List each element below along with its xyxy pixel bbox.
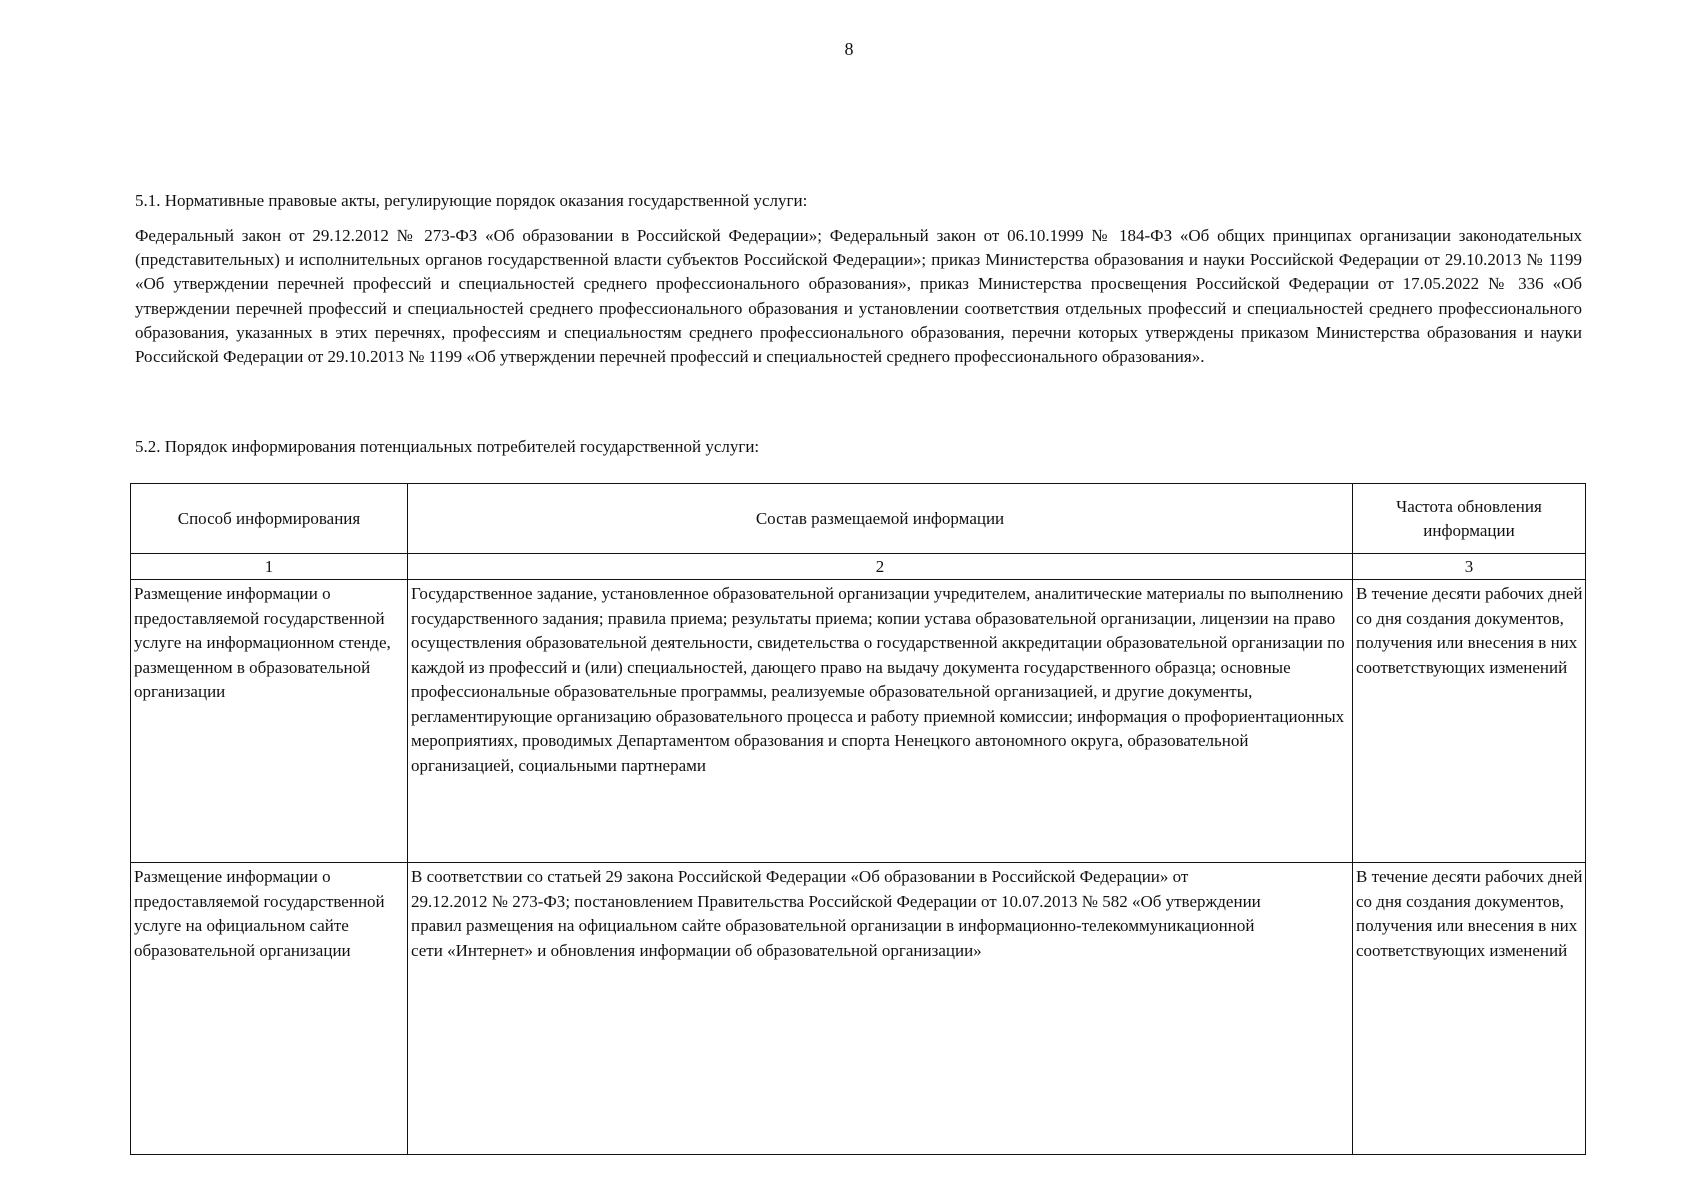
table-row (131, 580, 1586, 863)
column-number: 1 (131, 554, 408, 580)
table-header-row (131, 484, 1586, 554)
column-number: 3 (1353, 554, 1586, 580)
page-number: 8 (844, 39, 854, 59)
cell-method: Размещение информации о предоставляемой государственной услуге на информационном стенде, размещенном в образовательной организации (131, 580, 408, 863)
informing-table (130, 483, 1586, 1155)
section-5-1-heading: 5.1. Нормативные правовые акты, регулирующие порядок оказания государственной услуги: (135, 191, 808, 210)
cell-content: Государственное задание, установленное образовательной организации учредителем, аналитические материалы по выполнению государственного задания; правила приема; результаты приема; копии устава образовательной организации, лицензии на право осуществления образовательной деятельности, свидетельства о государственной аккредитации образовательной организации по каждой из профессий и (или) специальностей, дающего право на выдачу документа государственного образца; основные профессиональные образовательные программы, реализуемые образовательной организацией, и другие документы, регламентирующие организацию образовательного процесса и работу приемной комиссии; информация о профориентационных мероприятиях, проводимых Департаментом образования и спорта Ненецкого автономного округа, образовательной организацией, социальными партнерами (408, 580, 1353, 863)
cell-frequency: В течение десяти рабочих дней со дня создания документов, получения или внесения в них соответствующих изменений (1353, 580, 1586, 863)
column-number-row (131, 554, 1586, 580)
cell-content: В соответствии со статьей 29 закона Российской Федерации «Об образовании в Российской Федерации» от 29.12.2012 № 273-ФЗ; постановлением Правительства Российской Федерации от 10.07.2013 № 582 «Об утверждении правил размещения на официальном сайте образовательной организации в информационно-телекоммуникационной сети «Интернет» и обновления информации об образовательной организации» (408, 863, 1353, 1155)
section-5-2-heading: 5.2. Порядок информирования потенциальных потребителей государственной услуги: (135, 437, 760, 456)
table-row (131, 863, 1586, 1155)
cell-method: Размещение информации о предоставляемой государственной услуге на официальном сайте образовательной организации (131, 863, 408, 1155)
header-method: Способ информирования (131, 484, 408, 554)
column-number: 2 (408, 554, 1353, 580)
normative-acts-paragraph: Федеральный закон от 29.12.2012 № 273-ФЗ «Об образовании в Российской Федерации»; Федеральный закон от 06.10.1999 № 184-ФЗ «Об общих принципах организации законодательных (представительных) и исполнительных органов государственной власти субъектов Российской Федерации»; приказ Министерства образования и науки Российской Федерации от 29.10.2013 № 1199 «Об утверждении перечней профессий и специальностей среднего профессионального образования», приказ Министерства просвещения Российской Федерации от 17.05.2022 № 336 «Об утверждении перечней профессий и специальностей среднего профессионального образования и установлении соответствия отдельных профессий и специальностей среднего профессионального образования, указанных в этих перечнях, профессиям и специальностям среднего профессионального образования, перечни которых утверждены приказом Министерства образования и науки Российской Федерации от 29.10.2013 № 1199 «Об утверждении перечней профессий и специальностей среднего профессионального образования». (135, 226, 1582, 367)
cell-frequency: В течение десяти рабочих дней со дня создания документов, получения или внесения в них соответствующих изменений (1353, 863, 1586, 1155)
header-content: Состав размещаемой информации (408, 484, 1353, 554)
header-frequency: Частота обновления информации (1353, 484, 1586, 554)
